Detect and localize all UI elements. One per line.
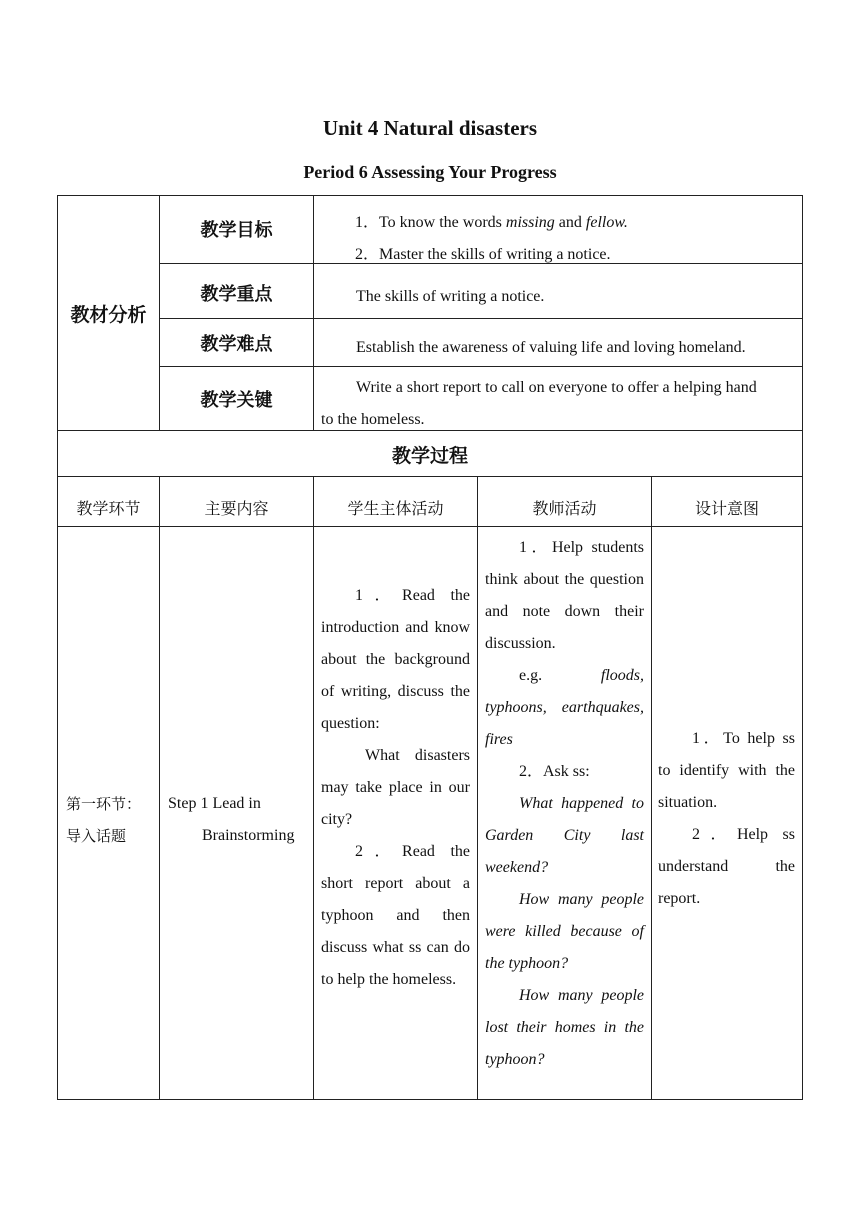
row-label-difficulties: 教学难点	[200, 334, 273, 355]
row-label-key-points: 教学重点	[200, 284, 273, 305]
key-text-line-1: Write a short report to call on everyone to offer a helping hand	[356, 379, 757, 396]
teacher-activities: 1．Help students think about the question and note down their discussion. e.g. floods, typhoons, earthquakes, fires 2．Ask ss: What happened to Garden City last weekend? How many people were killed because of the typhoon? How many people lost their homes in the typhoon?	[485, 539, 644, 1068]
difficulties-text: Establish the awareness of valuing life and loving homeland.	[356, 339, 746, 356]
column-header-student: 学生主体活动	[347, 499, 444, 518]
column-header-teacher: 教师活动	[532, 499, 597, 518]
process-heading: 教学过程	[391, 445, 468, 467]
row-label-objectives: 教学目标	[200, 220, 273, 241]
design-purpose: 1．To help ss to identify with the situation. 2．Help ss understand the report.	[658, 730, 795, 907]
objective-line-1: 1．To know the words missing and fellow.	[355, 214, 628, 231]
content-step: Step 1 Lead in Brainstorming	[168, 795, 295, 844]
document-subtitle: Period 6 Assessing Your Progress	[303, 162, 557, 182]
analysis-section-label: 教材分析	[70, 303, 147, 326]
document-title: Unit 4 Natural disasters	[322, 116, 538, 140]
student-activities: 1．Read the introduction and know about the background of writing, discuss the question: What disasters may take place in our city? 2．Read the short report about a typhoon and then discuss what ss can do to help the homeless.	[321, 587, 470, 988]
column-header-purpose: 设计意图	[694, 499, 759, 518]
column-header-stage: 教学环节	[76, 499, 141, 518]
row-label-key: 教学关键	[200, 390, 273, 411]
key-text-line-2: to the homeless.	[321, 411, 425, 428]
column-header-content: 主要内容	[204, 499, 269, 518]
key-points-text: The skills of writing a notice.	[356, 288, 545, 305]
objective-line-2: 2．Master the skills of writing a notice.	[355, 246, 611, 263]
stage-label: 第一环节： 导入话题	[66, 795, 142, 845]
